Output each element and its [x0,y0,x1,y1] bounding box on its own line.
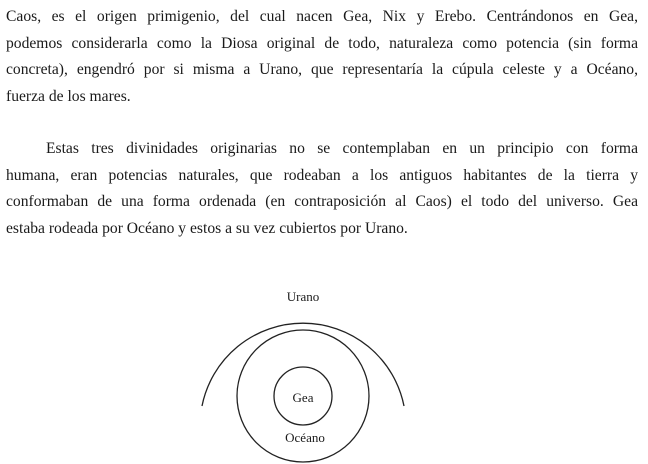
paragraph-line: Estas tres divinidades originarias no se contemplaban en un principio con forma [46,140,638,157]
paragraph-2 [6,136,638,242]
paragraph-line: conformaban de una forma ordenada (en contraposición al Caos) el todo del universo. Gea [6,193,638,210]
paragraph-line: fuerza de los mares. [6,87,131,105]
urano-label: Urano [286,289,320,304]
paragraph-line: Caos, es el origen primigenio, del cual nacen Gea, Nix y Erebo. Centrándonos en Gea, [6,8,638,25]
paragraph-line: estaba rodeada por Océano y estos a su vez cubiertos por Urano. [6,219,408,237]
paragraph-line: humana, eran potencias naturales, que rodeaban a los antiguos habitantes de la tierra y [6,166,638,184]
cosmos-diagram-svg [190,282,420,464]
oceano-label: Océano [285,430,325,445]
paragraph-line: concreta), engendró por si misma a Urano, que representaría la cúpula celeste y a Océano, [6,61,638,78]
cosmos-diagram [190,282,420,464]
document-page [6,4,638,242]
paragraph-1 [6,4,638,110]
gea-label: Gea [292,390,314,405]
paragraph-line: podemos considerarla como la Diosa original de todo, naturaleza como potencia (sin forma [6,34,638,52]
